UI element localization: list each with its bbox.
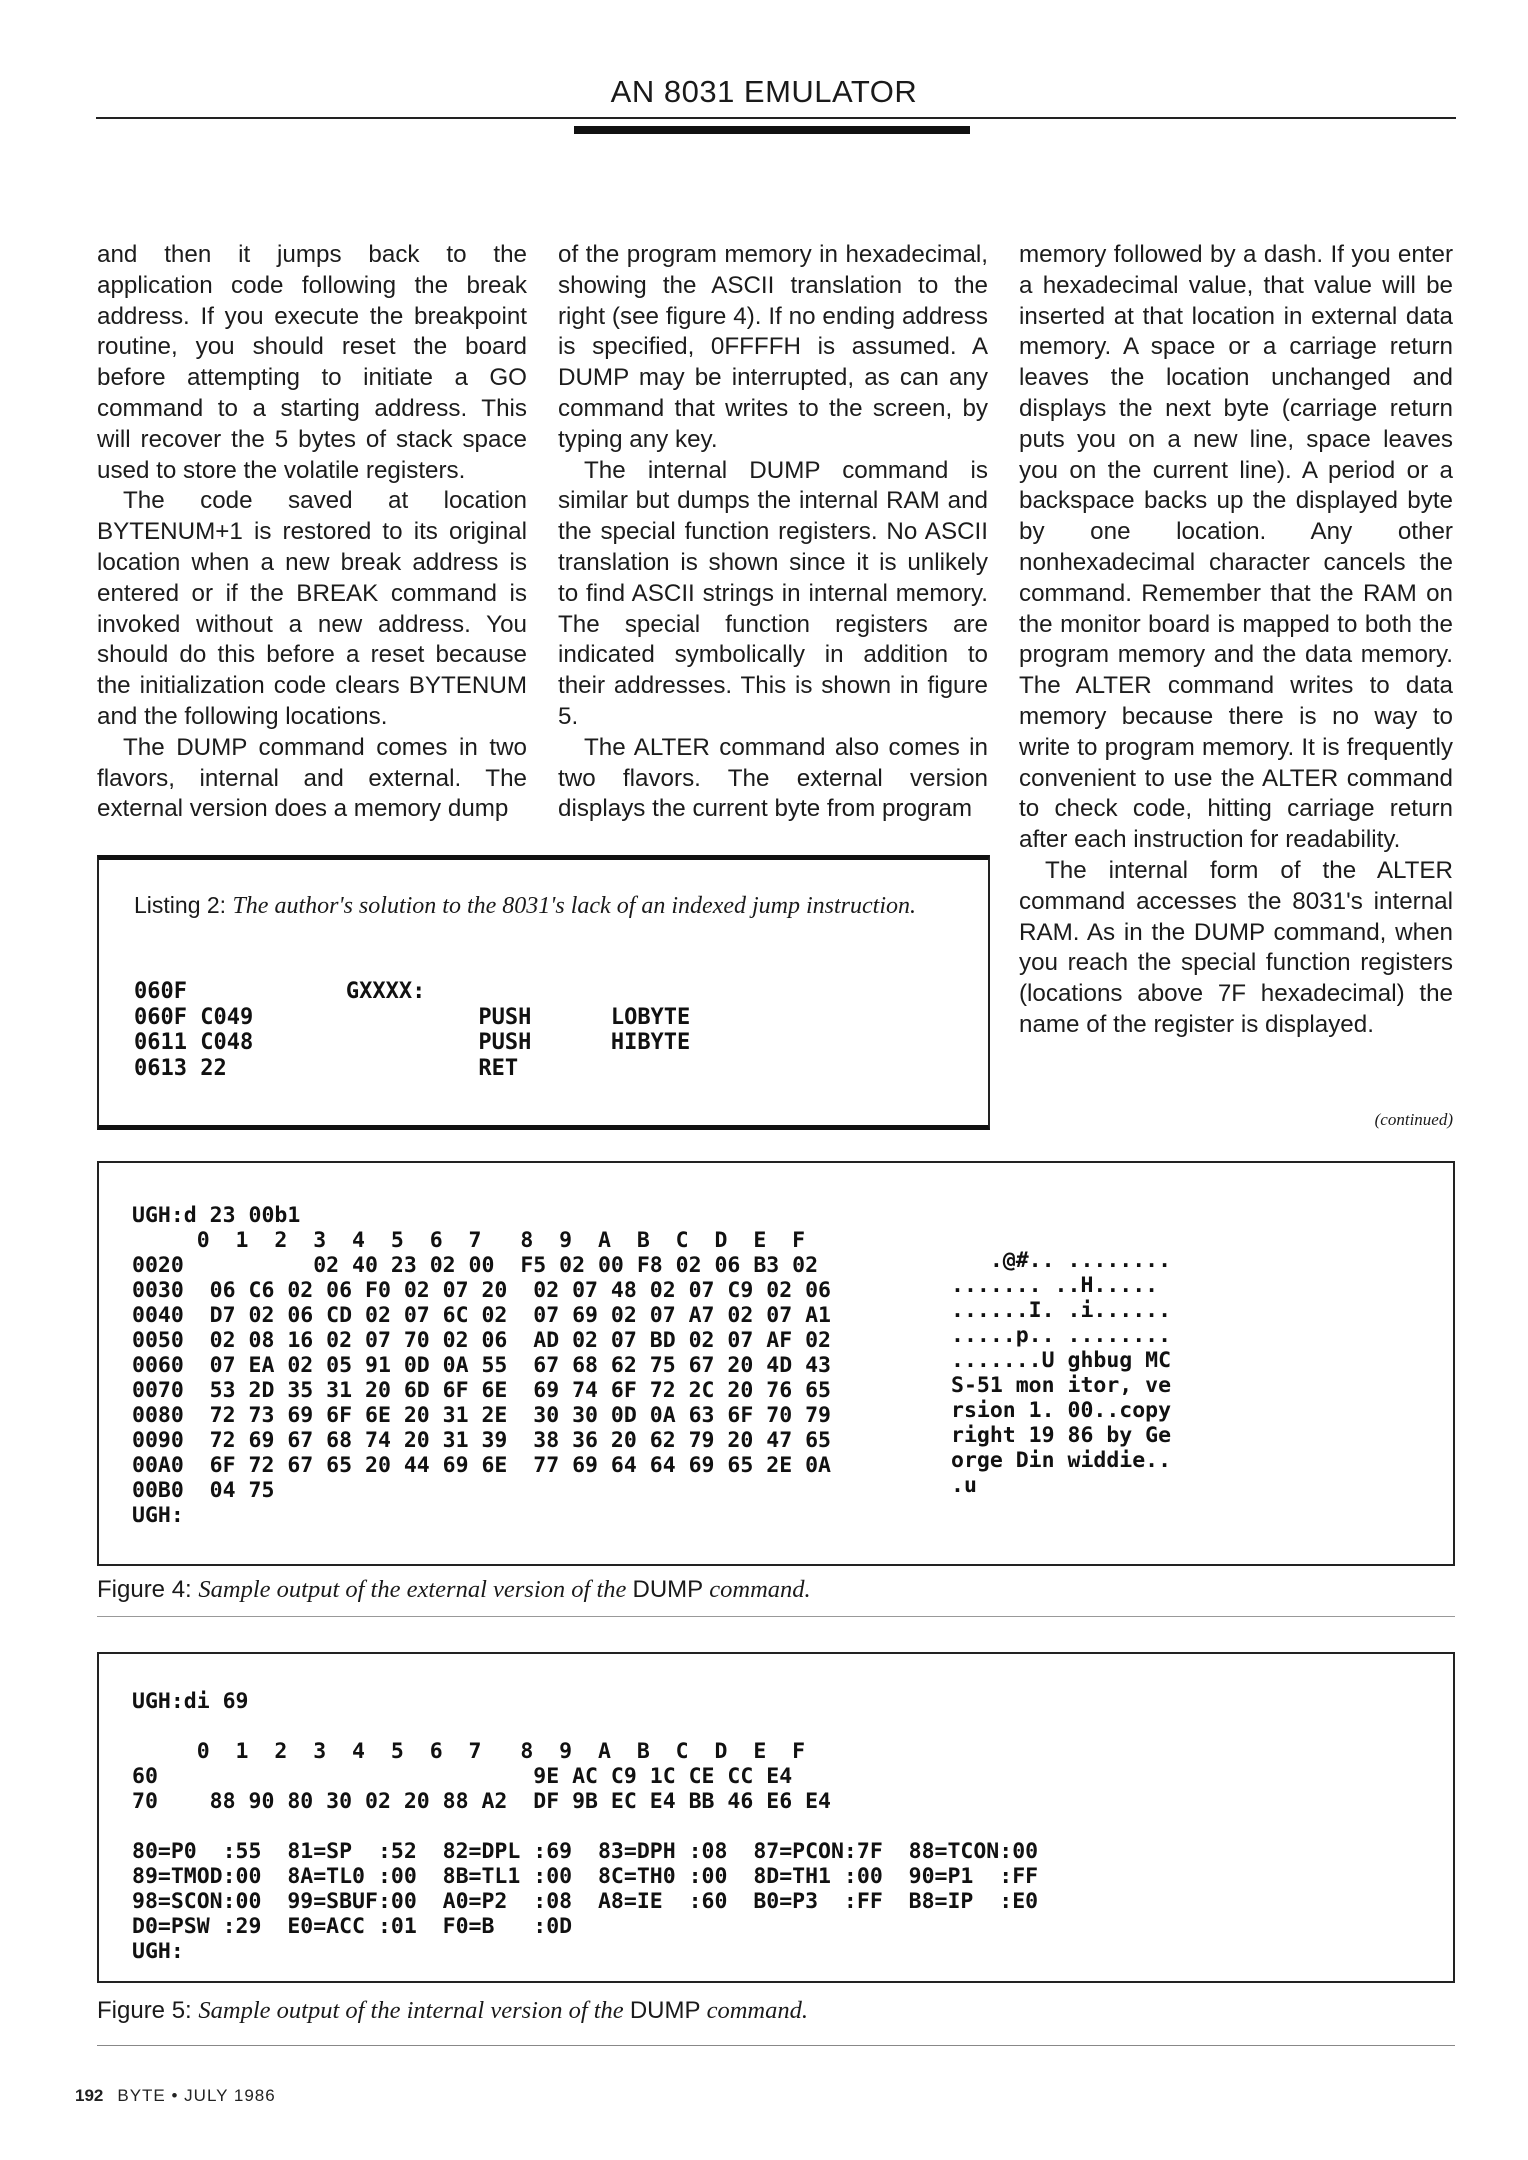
- caption-text: Sample output of the external version of the: [198, 1576, 633, 1603]
- page-footer: [75, 2086, 276, 2106]
- caption-end: command.: [700, 1997, 808, 2024]
- figure-label: Figure 5:: [97, 1997, 199, 2024]
- paragraph: and then it jumps back to the application code following the break address. If you execute the breakpoint routine, you should reset the board before attempting to initiate a GO command to a starting address. This will recover the 5 bytes of stack space used to store the volatile registers.: [97, 241, 527, 484]
- running-header: AN 8031 EMULATOR: [610, 74, 918, 109]
- header-bar: [574, 126, 970, 134]
- paragraph: of the program memory in hexadecimal, showing the ASCII translation to the right (see figure 4). If no ending address is specified, 0FFFFH is assumed. A DUMP may be interrupted, as can any command that writes to the screen, by typing any key.: [558, 241, 988, 453]
- figure-5-caption: [97, 1997, 808, 2025]
- figure-4-box: [97, 1161, 1455, 1566]
- listing-2-caption: [134, 890, 954, 921]
- caption-command: DUMP: [632, 1576, 704, 1603]
- caption-command: DUMP: [629, 1997, 701, 2024]
- continued-note: (continued): [1374, 1110, 1453, 1129]
- footer-rule: [97, 2045, 1455, 2046]
- listing-2-code: 060F GXXXX: 060F C049 PUSH LOBYTE 0611 C048 PUSH HIBYTE 0613 22 RET: [134, 979, 691, 1081]
- listing-2-box: [97, 855, 990, 1130]
- paragraph: The internal DUMP command is similar but dumps the internal RAM and the special function registers. No ASCII translation is shown since it is unlikely to find ASCII strings in internal memory. The special function registers are indicated symbolically in addition to their addresses. This is shown in figure 5.: [558, 456, 988, 730]
- figure-4-rule: [97, 1616, 1455, 1617]
- listing-caption-text: The author's solution to the 8031's lack of an indexed jump instruction.: [232, 893, 917, 919]
- header-rule: [96, 117, 1456, 119]
- footer-text: BYTE • JULY 1986: [117, 2086, 276, 2105]
- figure-4-ascii: .@#.. ........ ....... ..H..... ......I. .i...... .....p.. ........ .......U ghbug MC S-51 mon itor, ve rsion 1. 00..copy right 19 86 by Ge orge Din widdie.. .u: [951, 1248, 1172, 1498]
- text-column-1: [97, 240, 527, 825]
- caption-end: command.: [703, 1576, 811, 1603]
- text-column-2: [558, 240, 988, 825]
- figure-5-dump: UGH:di 69 0 1 2 3 4 5 6 7 8 9 A B C D E F 60 9E AC C9 1C CE CC E4 70 88 90 80 30 02 20 88 A2 DF 9B EC E4 BB 46 E6 E4 80=P0 :55 81=SP :52 82=DPL :69 83=DPH :08 87=PCON:7F 88=TCON:00 89=TMOD:00 8A=TL0 :00 8B=TL1 :00 8C=TH0 :00 8D=TH1 :00 90=P1 :FF 98=SCON:00 99=SBUF:00 A0=P2 :08 A8=IE :60 B0=P3 :FF B8=IP :E0 D0=PSW :29 E0=ACC :01 F0=B :0D UGH:: [132, 1689, 1039, 1964]
- paragraph: The ALTER command also comes in two flavors. The external version displays the current byte from program: [558, 733, 988, 823]
- text-column-3: [1019, 240, 1453, 1041]
- paragraph: The DUMP command comes in two flavors, internal and external. The external version does a memory dump: [97, 733, 527, 823]
- paragraph: The internal form of the ALTER command accesses the 8031's internal RAM. As in the DUMP command, when you reach the special function registers (locations above 7F hexadecimal) the name of the register is displayed.: [1019, 856, 1453, 1038]
- figure-label: Figure 4:: [97, 1576, 199, 1603]
- listing-label: Listing 2:: [134, 892, 233, 918]
- page-number: 192: [75, 2086, 104, 2105]
- figure-4-hex-dump: UGH:d 23 00b1 0 1 2 3 4 5 6 7 8 9 A B C D E F 0020 02 40 23 02 00 F5 02 00 F8 02 06 B3 02 0030 06 C6 02 06 F0 02 07 20 02 07 48 02 07 C9 02 06 0040 D7 02 06 CD 02 07 6C 02 07 69 02 07 A7 02 07 A1 0050 02 08 16 02 07 70 02 06 AD 02 07 BD 02 07 AF 02 0060 07 EA 02 05 91 0D 0A 55 67 68 62 75 67 20 4D 43 0070 53 2D 35 31 20 6D 6F 6E 69 74 6F 72 2C 20 76 65 0080 72 73 69 6F 6E 20 31 2E 30 30 0D 0A 63 6F 70 79 0090 72 69 67 68 74 20 31 39 38 36 20 62 79 20 47 65 00A0 6F 72 67 65 20 44 69 6E 77 69 64 64 69 65 2E 0A 00B0 04 75 UGH:: [132, 1203, 831, 1528]
- paragraph: The code saved at location BYTENUM+1 is restored to its original location when a new break address is entered or if the BREAK command is invoked without a new address. You should do this before a reset because the initialization code clears BYTENUM and the following locations.: [97, 487, 527, 730]
- figure-5-box: [97, 1652, 1455, 1983]
- paragraph: memory followed by a dash. If you enter a hexadecimal value, that value will be inserted at that location in external data memory. A space or a carriage return leaves the location unchanged and displays the next byte (carriage return puts you on a new line, space leaves you on the current line). A period or a backspace backs up the displayed byte by one location. Any other nonhexadecimal character cancels the command. Remember that the RAM on the monitor board is mapped to both the program memory and the data memory. The ALTER command writes to data memory because there is no way to write to program memory. It is frequently convenient to use the ALTER command to check code, hitting carriage return after each instruction for readability.: [1019, 241, 1453, 854]
- figure-4-caption: [97, 1576, 811, 1604]
- caption-text: Sample output of the internal version of the: [198, 1997, 630, 2024]
